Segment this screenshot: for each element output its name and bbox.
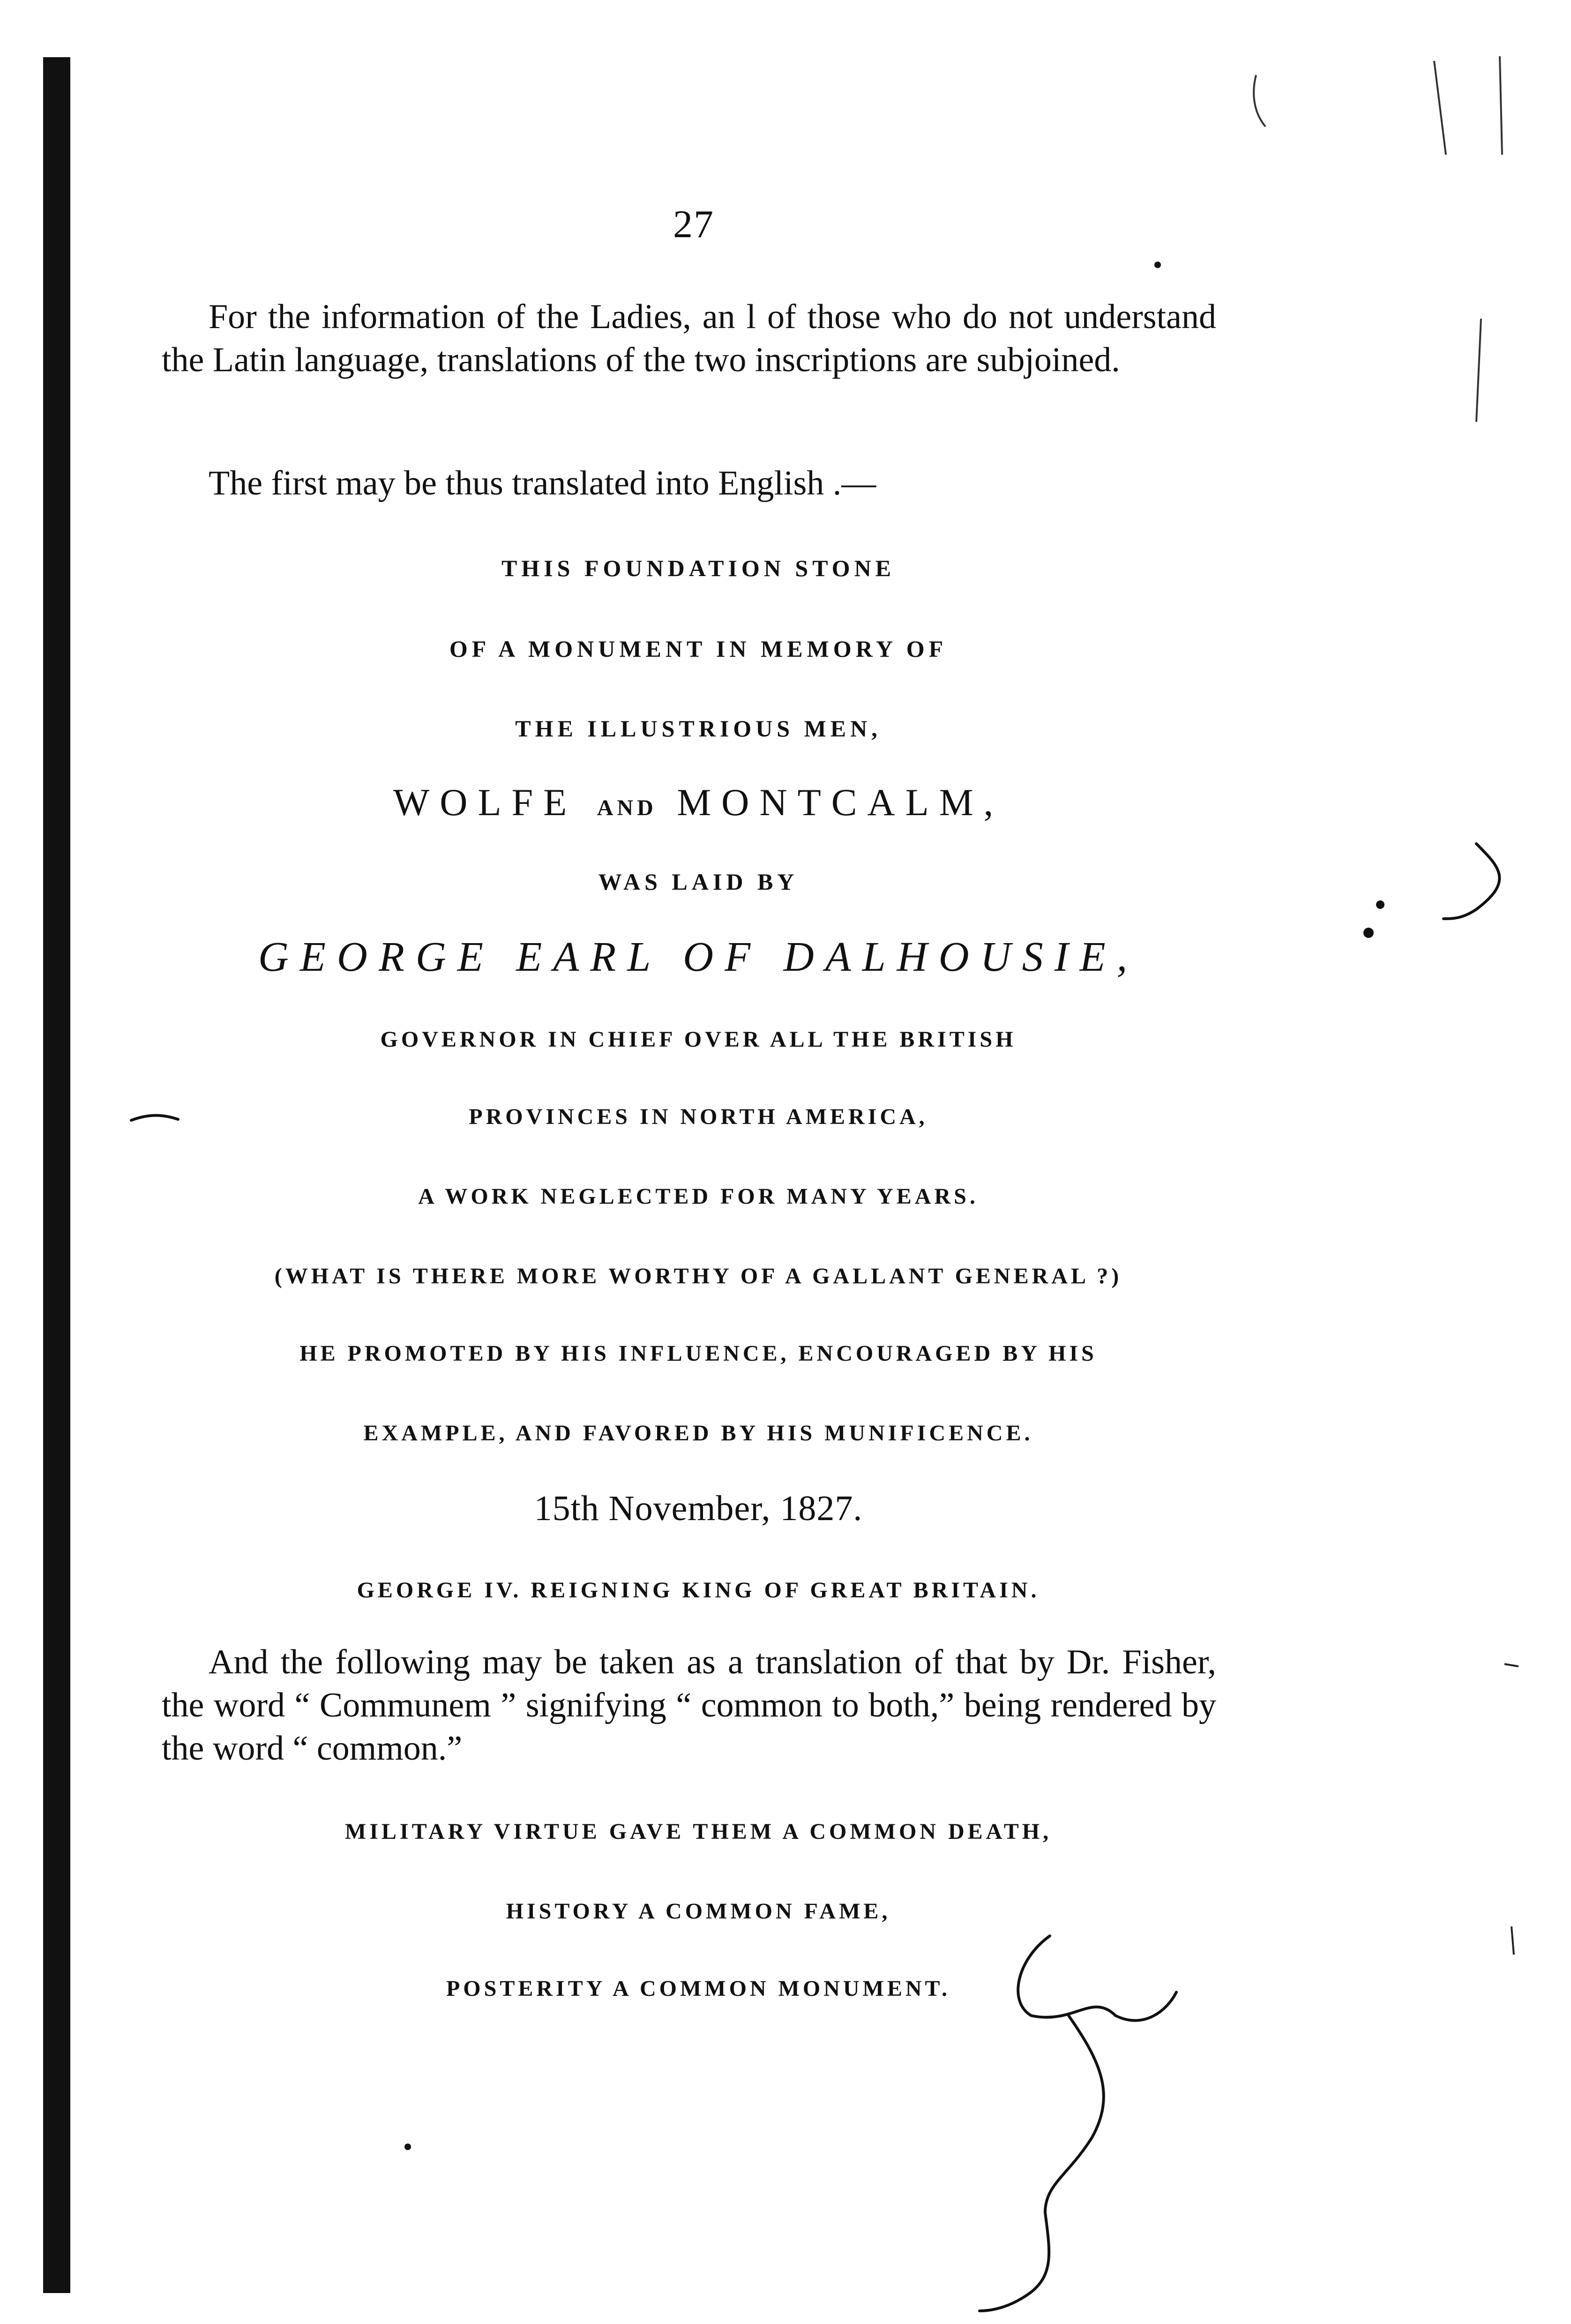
inscription-one-line: GOVERNOR IN CHIEF OVER ALL THE BRITISH — [380, 1027, 1017, 1052]
inscription-one-line: THE ILLUSTRIOUS MEN, — [515, 715, 882, 742]
page-number: 27 — [673, 202, 714, 246]
name-and: AND — [597, 795, 657, 820]
inscription-one-line: A WORK NEGLECTED FOR MANY YEARS. — [418, 1184, 979, 1209]
ink-spot-mark — [1363, 928, 1374, 938]
inscription-one-names — [94, 780, 1303, 825]
inscription-one-line: WAS LAID BY — [598, 869, 799, 895]
inscription-one-line: (WHAT IS THERE MORE WORTHY OF A GALLANT GENERAL ?) — [274, 1264, 1122, 1289]
first-translation-intro: The first may be thus translated into English .— — [209, 464, 876, 502]
inscription-one-date: 15th November, 1827. — [534, 1489, 863, 1528]
inscription-one-line: PROVINCES IN NORTH AMERICA, — [469, 1104, 928, 1129]
inscription-one-line: OF A MONUMENT IN MEMORY OF — [449, 636, 948, 662]
intro-paragraph: For the information of the Ladies, an l of those who do not understand the Latin language, translations of the two inscriptions are subjoined. — [162, 298, 1216, 379]
right-margin-bracket-mark — [1444, 844, 1499, 919]
name-montcalm: MONTCALM, — [677, 781, 1004, 824]
inscription-one-line: HE PROMOTED BY HIS INFLUENCE, ENCOURAGED BY HIS — [299, 1341, 1097, 1366]
ink-spot-mark — [1376, 900, 1384, 909]
inscription-one-line: THIS FOUNDATION STONE — [501, 555, 896, 581]
ink-spot-mark — [1154, 262, 1161, 268]
binding-shadow — [43, 57, 70, 2293]
inscription-one-line: GEORGE IV. REIGNING KING OF GREAT BRITAIN. — [357, 1578, 1040, 1603]
inscription-two-line: POSTERITY A COMMON MONUMENT. — [446, 1976, 950, 2001]
inscription-two-line: HISTORY A COMMON FAME, — [506, 1899, 891, 1924]
ink-spot-mark — [404, 2144, 411, 2150]
following-paragraph: And the following may be taken as a translation of that by Dr. Fisher, the word “ Communem ” signifying “ common to both,” being rendered by the word “ common.” — [162, 1643, 1216, 1768]
inscription-one-earl: GEORGE EARL OF DALHOUSIE, — [258, 934, 1139, 980]
inscription-two-line: MILITARY VIRTUE GAVE THEM A COMMON DEATH, — [344, 1819, 1052, 1844]
margin-edge-mark — [1254, 56, 1502, 422]
name-wolfe: WOLFE — [393, 781, 577, 824]
inscription-one-line: EXAMPLE, AND FAVORED BY HIS MUNIFICENCE. — [363, 1421, 1033, 1446]
margin-dash-mark — [1504, 1664, 1519, 1955]
